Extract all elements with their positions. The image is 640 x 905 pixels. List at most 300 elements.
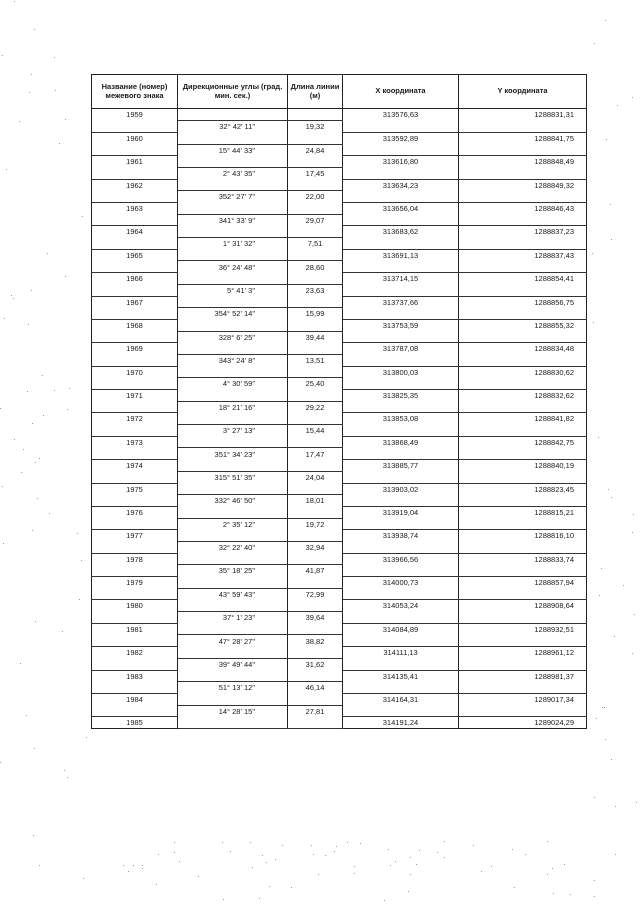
segment-row bbox=[92, 635, 587, 647]
scan-speck bbox=[65, 119, 66, 120]
angle-empty-cell bbox=[178, 506, 288, 518]
name-empty-cell bbox=[92, 401, 178, 413]
x-coordinate: 314135,41 bbox=[343, 670, 459, 682]
name-empty-cell bbox=[92, 495, 178, 507]
angle-empty-cell bbox=[178, 717, 288, 729]
x-empty-cell bbox=[343, 471, 459, 483]
line-length: 39,44 bbox=[288, 331, 343, 343]
y-coordinate: 1288857,94 bbox=[459, 577, 587, 589]
scan-speck bbox=[67, 409, 68, 410]
angle-empty-cell bbox=[178, 553, 288, 565]
x-coordinate: 313656,04 bbox=[343, 203, 459, 215]
scan-speck bbox=[3, 543, 4, 544]
length-empty-cell bbox=[288, 623, 343, 635]
angle-empty-cell bbox=[178, 179, 288, 191]
scan-speck bbox=[594, 797, 595, 798]
angle-empty-cell bbox=[178, 273, 288, 285]
length-empty-cell bbox=[288, 413, 343, 425]
point-name: 1976 bbox=[92, 506, 178, 518]
point-row bbox=[92, 717, 587, 729]
length-empty-cell bbox=[288, 296, 343, 308]
line-length: 24,04 bbox=[288, 471, 343, 483]
scan-speck bbox=[615, 854, 616, 855]
name-empty-cell bbox=[92, 425, 178, 437]
line-length: 19,32 bbox=[288, 121, 343, 133]
point-row bbox=[92, 203, 587, 215]
angle-empty-cell bbox=[178, 483, 288, 495]
direction-angle: 35° 18' 25" bbox=[178, 565, 288, 577]
scan-speck bbox=[311, 845, 312, 846]
angle-empty-cell bbox=[178, 156, 288, 168]
name-empty-cell bbox=[92, 167, 178, 179]
segment-row bbox=[92, 495, 587, 507]
point-name: 1984 bbox=[92, 693, 178, 705]
x-coordinate: 313576,63 bbox=[343, 109, 459, 121]
length-empty-cell bbox=[288, 390, 343, 402]
direction-angle: 341° 33' 9" bbox=[178, 214, 288, 226]
scan-speck bbox=[79, 599, 80, 600]
name-empty-cell bbox=[92, 238, 178, 250]
table-body bbox=[92, 109, 587, 729]
scan-speck bbox=[354, 873, 355, 874]
y-coordinate: 1288816,10 bbox=[459, 530, 587, 542]
scan-speck bbox=[634, 614, 635, 615]
scan-speck bbox=[174, 852, 175, 853]
x-empty-cell bbox=[343, 541, 459, 553]
scan-speck bbox=[481, 871, 482, 872]
point-name: 1965 bbox=[92, 249, 178, 261]
scan-speck bbox=[19, 121, 20, 122]
scan-speck bbox=[59, 143, 60, 144]
x-empty-cell bbox=[343, 705, 459, 717]
scan-speck bbox=[21, 472, 22, 473]
y-coordinate: 1288908,64 bbox=[459, 600, 587, 612]
y-coordinate: 1288837,23 bbox=[459, 226, 587, 238]
angle-empty-cell bbox=[178, 436, 288, 448]
point-name: 1960 bbox=[92, 132, 178, 144]
direction-angle: 2° 35' 12" bbox=[178, 518, 288, 530]
angle-empty-cell bbox=[178, 109, 288, 121]
coordinates-table bbox=[91, 74, 587, 729]
segment-row bbox=[92, 612, 587, 624]
point-name: 1961 bbox=[92, 156, 178, 168]
angle-empty-cell bbox=[178, 226, 288, 238]
scan-speck bbox=[623, 585, 624, 586]
scan-speck bbox=[491, 866, 492, 867]
line-length: 25,40 bbox=[288, 378, 343, 390]
x-empty-cell bbox=[343, 425, 459, 437]
scan-speck bbox=[395, 861, 396, 862]
length-empty-cell bbox=[288, 226, 343, 238]
x-empty-cell bbox=[343, 682, 459, 694]
y-empty-cell bbox=[459, 191, 587, 203]
y-coordinate: 1288961,12 bbox=[459, 647, 587, 659]
line-length: 19,72 bbox=[288, 518, 343, 530]
point-row bbox=[92, 530, 587, 542]
x-empty-cell bbox=[343, 635, 459, 647]
direction-angle: 18° 21' 16" bbox=[178, 401, 288, 413]
scan-speck bbox=[617, 105, 618, 106]
length-empty-cell bbox=[288, 436, 343, 448]
point-name: 1968 bbox=[92, 319, 178, 331]
y-empty-cell bbox=[459, 308, 587, 320]
x-empty-cell bbox=[343, 261, 459, 273]
scan-speck bbox=[594, 896, 595, 897]
scan-speck bbox=[601, 568, 602, 569]
header-y: Y координата bbox=[459, 75, 587, 109]
scan-speck bbox=[67, 777, 68, 778]
scan-speck bbox=[636, 802, 637, 803]
point-row bbox=[92, 483, 587, 495]
scan-speck bbox=[49, 513, 50, 514]
scan-speck bbox=[123, 865, 124, 866]
y-empty-cell bbox=[459, 331, 587, 343]
scan-speck bbox=[65, 276, 66, 277]
segment-row bbox=[92, 541, 587, 553]
x-empty-cell bbox=[343, 191, 459, 203]
scan-speck bbox=[525, 854, 526, 855]
scan-speck bbox=[334, 851, 335, 852]
point-row bbox=[92, 226, 587, 238]
direction-angle: 4° 30' 59" bbox=[178, 378, 288, 390]
scan-speck bbox=[81, 560, 82, 561]
name-empty-cell bbox=[92, 471, 178, 483]
name-empty-cell bbox=[92, 658, 178, 670]
y-empty-cell bbox=[459, 167, 587, 179]
x-coordinate: 314111,13 bbox=[343, 647, 459, 659]
name-empty-cell bbox=[92, 612, 178, 624]
point-name: 1972 bbox=[92, 413, 178, 425]
line-length: 23,63 bbox=[288, 284, 343, 296]
line-length: 17,45 bbox=[288, 167, 343, 179]
name-empty-cell bbox=[92, 261, 178, 273]
header-angle: Дирекционные углы (град. мин. сек.) bbox=[178, 75, 288, 109]
angle-empty-cell bbox=[178, 390, 288, 402]
scan-speck bbox=[62, 631, 63, 632]
scan-speck bbox=[388, 849, 389, 850]
direction-angle: 352° 27' 7" bbox=[178, 191, 288, 203]
y-coordinate: 1288831,31 bbox=[459, 109, 587, 121]
point-row bbox=[92, 343, 587, 355]
scan-speck bbox=[222, 842, 223, 843]
x-empty-cell bbox=[343, 214, 459, 226]
x-empty-cell bbox=[343, 565, 459, 577]
scan-speck bbox=[408, 891, 409, 892]
length-empty-cell bbox=[288, 506, 343, 518]
scan-speck bbox=[553, 893, 554, 894]
x-coordinate: 313919,04 bbox=[343, 506, 459, 518]
point-row bbox=[92, 249, 587, 261]
scan-speck bbox=[0, 408, 1, 409]
name-empty-cell bbox=[92, 121, 178, 133]
segment-row bbox=[92, 214, 587, 226]
angle-empty-cell bbox=[178, 413, 288, 425]
point-row bbox=[92, 179, 587, 191]
scan-speck bbox=[419, 850, 420, 851]
point-row bbox=[92, 413, 587, 425]
direction-angle: 343° 24' 8" bbox=[178, 354, 288, 366]
header-name: Название (номер) межевого знака bbox=[92, 75, 178, 109]
segment-row bbox=[92, 448, 587, 460]
length-empty-cell bbox=[288, 366, 343, 378]
scan-speck bbox=[4, 318, 5, 319]
scan-speck bbox=[266, 862, 267, 863]
scan-speck bbox=[410, 874, 411, 875]
y-coordinate: 1288815,21 bbox=[459, 506, 587, 518]
length-empty-cell bbox=[288, 577, 343, 589]
y-coordinate: 1288849,32 bbox=[459, 179, 587, 191]
angle-empty-cell bbox=[178, 132, 288, 144]
scan-speck bbox=[82, 216, 83, 217]
y-coordinate: 1288833,74 bbox=[459, 553, 587, 565]
name-empty-cell bbox=[92, 378, 178, 390]
x-coordinate: 314191,24 bbox=[343, 717, 459, 729]
scan-speck bbox=[29, 92, 30, 93]
segment-row bbox=[92, 331, 587, 343]
segment-row bbox=[92, 191, 587, 203]
x-coordinate: 313737,66 bbox=[343, 296, 459, 308]
length-empty-cell bbox=[288, 530, 343, 542]
point-name: 1971 bbox=[92, 390, 178, 402]
y-empty-cell bbox=[459, 121, 587, 133]
scan-speck bbox=[594, 43, 595, 44]
length-empty-cell bbox=[288, 132, 343, 144]
x-coordinate: 313787,08 bbox=[343, 343, 459, 355]
segment-row bbox=[92, 308, 587, 320]
x-empty-cell bbox=[343, 495, 459, 507]
x-coordinate: 313714,15 bbox=[343, 273, 459, 285]
scan-speck bbox=[437, 852, 438, 853]
length-empty-cell bbox=[288, 647, 343, 659]
y-empty-cell bbox=[459, 471, 587, 483]
segment-row bbox=[92, 354, 587, 366]
angle-empty-cell bbox=[178, 670, 288, 682]
scan-speck bbox=[592, 253, 593, 254]
segment-row bbox=[92, 144, 587, 156]
direction-angle: 15° 44' 33" bbox=[178, 144, 288, 156]
line-length: 18,01 bbox=[288, 495, 343, 507]
scan-speck bbox=[27, 391, 28, 392]
segment-row bbox=[92, 658, 587, 670]
y-empty-cell bbox=[459, 261, 587, 273]
point-name: 1978 bbox=[92, 553, 178, 565]
line-length: 41,87 bbox=[288, 565, 343, 577]
y-empty-cell bbox=[459, 238, 587, 250]
segment-row bbox=[92, 238, 587, 250]
y-empty-cell bbox=[459, 588, 587, 600]
point-row bbox=[92, 390, 587, 402]
name-empty-cell bbox=[92, 541, 178, 553]
x-empty-cell bbox=[343, 167, 459, 179]
y-empty-cell bbox=[459, 565, 587, 577]
scan-speck bbox=[179, 861, 180, 862]
line-length: 15,44 bbox=[288, 425, 343, 437]
scan-speck bbox=[64, 770, 65, 771]
header-x: X координата bbox=[343, 75, 459, 109]
x-empty-cell bbox=[343, 354, 459, 366]
scan-speck bbox=[313, 854, 314, 855]
scan-speck bbox=[444, 857, 445, 858]
scan-speck bbox=[275, 859, 276, 860]
scan-speck bbox=[384, 900, 385, 901]
angle-empty-cell bbox=[178, 343, 288, 355]
name-empty-cell bbox=[92, 565, 178, 577]
point-row bbox=[92, 319, 587, 331]
scan-speck bbox=[11, 295, 12, 296]
y-coordinate: 1288841,75 bbox=[459, 132, 587, 144]
point-row bbox=[92, 366, 587, 378]
line-length: 27,81 bbox=[288, 705, 343, 717]
angle-empty-cell bbox=[178, 647, 288, 659]
direction-angle: 351° 34' 23" bbox=[178, 448, 288, 460]
point-row bbox=[92, 647, 587, 659]
direction-angle: 51° 13' 12" bbox=[178, 682, 288, 694]
segment-row bbox=[92, 425, 587, 437]
line-length: 7,51 bbox=[288, 238, 343, 250]
scan-speck bbox=[14, 1, 15, 2]
scan-speck bbox=[47, 253, 48, 254]
angle-empty-cell bbox=[178, 693, 288, 705]
scan-speck bbox=[133, 865, 134, 866]
y-coordinate: 1288856,75 bbox=[459, 296, 587, 308]
scan-speck bbox=[615, 806, 616, 807]
point-name: 1964 bbox=[92, 226, 178, 238]
length-empty-cell bbox=[288, 600, 343, 612]
angle-empty-cell bbox=[178, 460, 288, 472]
y-coordinate: 1288846,43 bbox=[459, 203, 587, 215]
point-row bbox=[92, 436, 587, 448]
line-length: 29,22 bbox=[288, 401, 343, 413]
x-coordinate: 313753,59 bbox=[343, 319, 459, 331]
angle-empty-cell bbox=[178, 296, 288, 308]
point-name: 1970 bbox=[92, 366, 178, 378]
point-name: 1982 bbox=[92, 647, 178, 659]
line-length: 72,99 bbox=[288, 588, 343, 600]
scan-speck bbox=[512, 849, 513, 850]
scan-speck bbox=[262, 855, 263, 856]
y-coordinate: 1288841,82 bbox=[459, 413, 587, 425]
angle-empty-cell bbox=[178, 319, 288, 331]
angle-empty-cell bbox=[178, 577, 288, 589]
y-empty-cell bbox=[459, 541, 587, 553]
scan-speck bbox=[34, 748, 35, 749]
name-empty-cell bbox=[92, 331, 178, 343]
scan-speck bbox=[37, 498, 38, 499]
direction-angle: 47° 28' 27" bbox=[178, 635, 288, 647]
scan-speck bbox=[33, 835, 34, 836]
scan-speck bbox=[593, 322, 594, 323]
scan-speck bbox=[611, 239, 612, 240]
direction-angle: 39° 49' 44" bbox=[178, 658, 288, 670]
segment-row bbox=[92, 401, 587, 413]
scan-speck bbox=[416, 864, 417, 865]
scan-speck bbox=[35, 462, 36, 463]
scan-speck bbox=[564, 864, 565, 865]
scan-speck bbox=[35, 621, 36, 622]
segment-row bbox=[92, 378, 587, 390]
direction-angle: 14° 28' 15" bbox=[178, 705, 288, 717]
y-coordinate: 1288854,41 bbox=[459, 273, 587, 285]
scan-speck bbox=[614, 636, 615, 637]
scan-speck bbox=[42, 375, 43, 376]
scan-speck bbox=[198, 876, 199, 877]
length-empty-cell bbox=[288, 483, 343, 495]
length-empty-cell bbox=[288, 109, 343, 121]
y-empty-cell bbox=[459, 495, 587, 507]
scan-speck bbox=[31, 290, 32, 291]
line-length: 28,60 bbox=[288, 261, 343, 273]
scan-speck bbox=[444, 841, 445, 842]
length-empty-cell bbox=[288, 249, 343, 261]
direction-angle: 32° 42' 11" bbox=[178, 121, 288, 133]
x-empty-cell bbox=[343, 284, 459, 296]
segment-row bbox=[92, 588, 587, 600]
x-empty-cell bbox=[343, 331, 459, 343]
length-empty-cell bbox=[288, 553, 343, 565]
direction-angle: 36° 24' 48" bbox=[178, 261, 288, 273]
y-coordinate: 1288981,37 bbox=[459, 670, 587, 682]
y-empty-cell bbox=[459, 682, 587, 694]
x-empty-cell bbox=[343, 518, 459, 530]
segment-row bbox=[92, 518, 587, 530]
line-length: 13,51 bbox=[288, 354, 343, 366]
x-coordinate: 313691,13 bbox=[343, 249, 459, 261]
y-empty-cell bbox=[459, 658, 587, 670]
point-name: 1983 bbox=[92, 670, 178, 682]
scan-speck bbox=[174, 842, 175, 843]
y-empty-cell bbox=[459, 354, 587, 366]
y-coordinate: 1288848,49 bbox=[459, 156, 587, 168]
scan-speck bbox=[605, 739, 606, 740]
angle-empty-cell bbox=[178, 530, 288, 542]
scan-speck bbox=[282, 845, 283, 846]
point-row bbox=[92, 506, 587, 518]
length-empty-cell bbox=[288, 203, 343, 215]
scan-speck bbox=[605, 20, 606, 21]
scan-speck bbox=[6, 169, 7, 170]
scan-speck bbox=[611, 497, 612, 498]
x-empty-cell bbox=[343, 238, 459, 250]
x-coordinate: 313885,77 bbox=[343, 460, 459, 472]
direction-angle: 3° 27' 13" bbox=[178, 425, 288, 437]
x-coordinate: 313634,23 bbox=[343, 179, 459, 191]
scan-speck bbox=[26, 715, 27, 716]
scan-speck bbox=[32, 530, 33, 531]
y-empty-cell bbox=[459, 705, 587, 717]
scan-speck bbox=[547, 874, 548, 875]
x-coordinate: 313616,80 bbox=[343, 156, 459, 168]
x-coordinate: 314000,73 bbox=[343, 577, 459, 589]
direction-angle: 43° 59' 43" bbox=[178, 588, 288, 600]
x-empty-cell bbox=[343, 378, 459, 390]
length-empty-cell bbox=[288, 670, 343, 682]
scan-speck bbox=[354, 866, 355, 867]
scan-speck bbox=[142, 865, 143, 866]
scan-speck bbox=[39, 458, 40, 459]
direction-angle: 37° 1' 23" bbox=[178, 612, 288, 624]
y-empty-cell bbox=[459, 448, 587, 460]
scan-speck bbox=[20, 663, 21, 664]
scan-speck bbox=[34, 29, 35, 30]
scan-speck bbox=[596, 718, 597, 719]
name-empty-cell bbox=[92, 354, 178, 366]
scan-speck bbox=[23, 449, 24, 450]
line-length: 24,84 bbox=[288, 144, 343, 156]
scan-speck bbox=[250, 842, 251, 843]
scan-speck bbox=[552, 868, 553, 869]
angle-empty-cell bbox=[178, 203, 288, 215]
name-empty-cell bbox=[92, 588, 178, 600]
